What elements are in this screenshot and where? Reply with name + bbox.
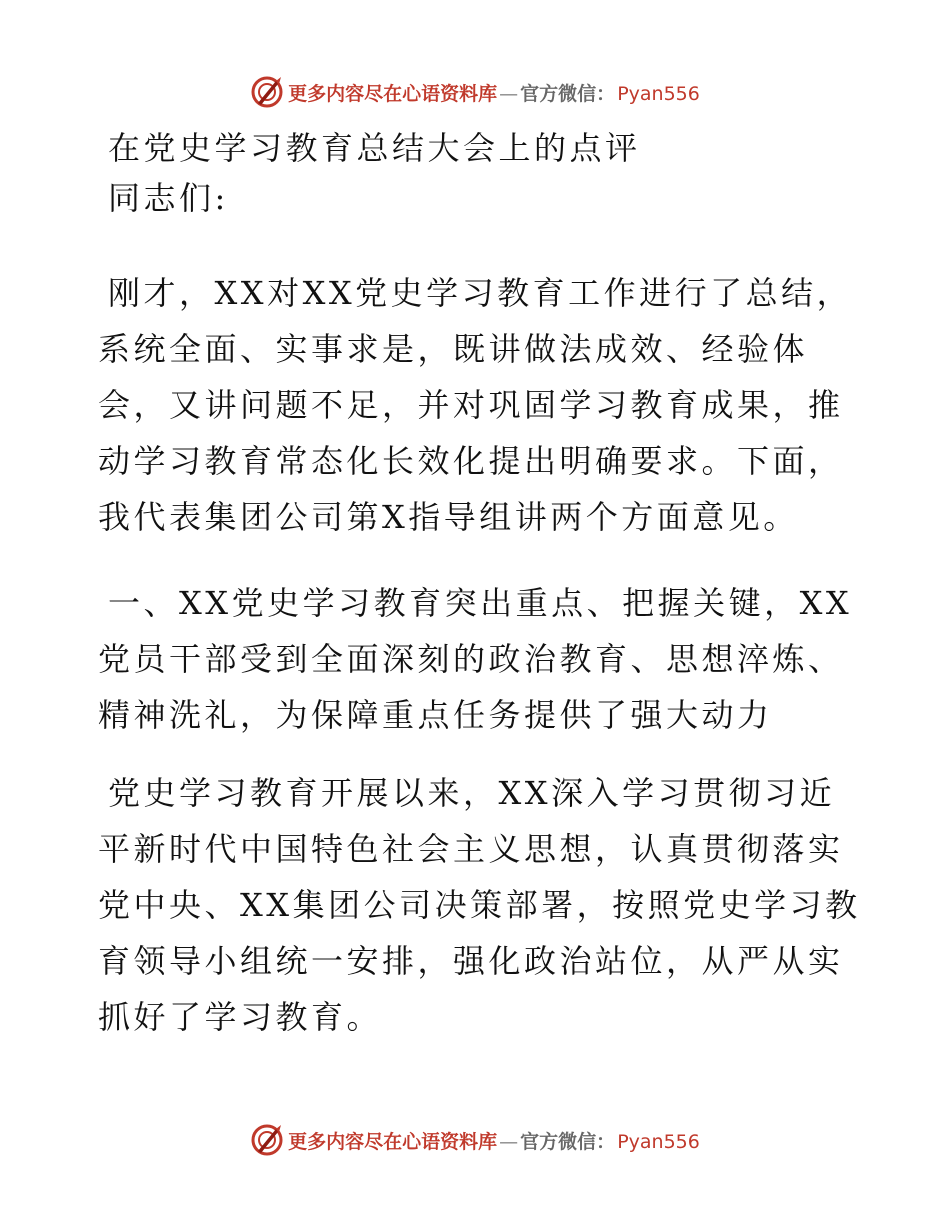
section-heading-1: 一、XX党史学习教育突出重点、把握关键，XX党员干部受到全面深刻的政治教育、思想淬炼、精神洗礼，为保障重点任务提供了强大动力 [98, 584, 853, 734]
banner-dash: — [499, 1130, 519, 1153]
footer-banner [0, 1120, 950, 1160]
greeting: 同志们: [108, 179, 229, 217]
paragraph-intro: 刚才，XX对XX党史学习教育工作进行了总结，系统全面、实事求是，既讲做法成效、经验体会，又讲问题不足，并对巩固学习教育成果，推动学习教育常态化长效化提出明确要求。下面，我代表集团公司第X指导组讲两个方面意见。 [98, 274, 853, 536]
banner-dash: — [499, 82, 519, 105]
header-banner [0, 72, 950, 112]
document-title: 在党史学习教育总结大会上的点评 [108, 129, 641, 167]
wechat-id: Pyan556 [617, 82, 700, 105]
brand-text: 更多内容尽在心语资料库 [288, 1130, 498, 1153]
paragraph-section-1: 党史学习教育开展以来，XX深入学习贯彻习近平新时代中国特色社会主义思想，认真贯彻落实党中央、XX集团公司决策部署，按照党史学习教育领导小组统一安排，强化政治站位，从严从实抓好了学习教育。 [98, 774, 861, 1036]
quill-pen-circle-icon [250, 75, 284, 109]
brand-text: 更多内容尽在心语资料库 [288, 82, 498, 105]
quill-pen-circle-icon [250, 1123, 284, 1157]
wechat-label: 官方微信： [520, 1130, 616, 1153]
wechat-id: Pyan556 [617, 1130, 700, 1153]
wechat-label: 官方微信： [520, 82, 616, 105]
